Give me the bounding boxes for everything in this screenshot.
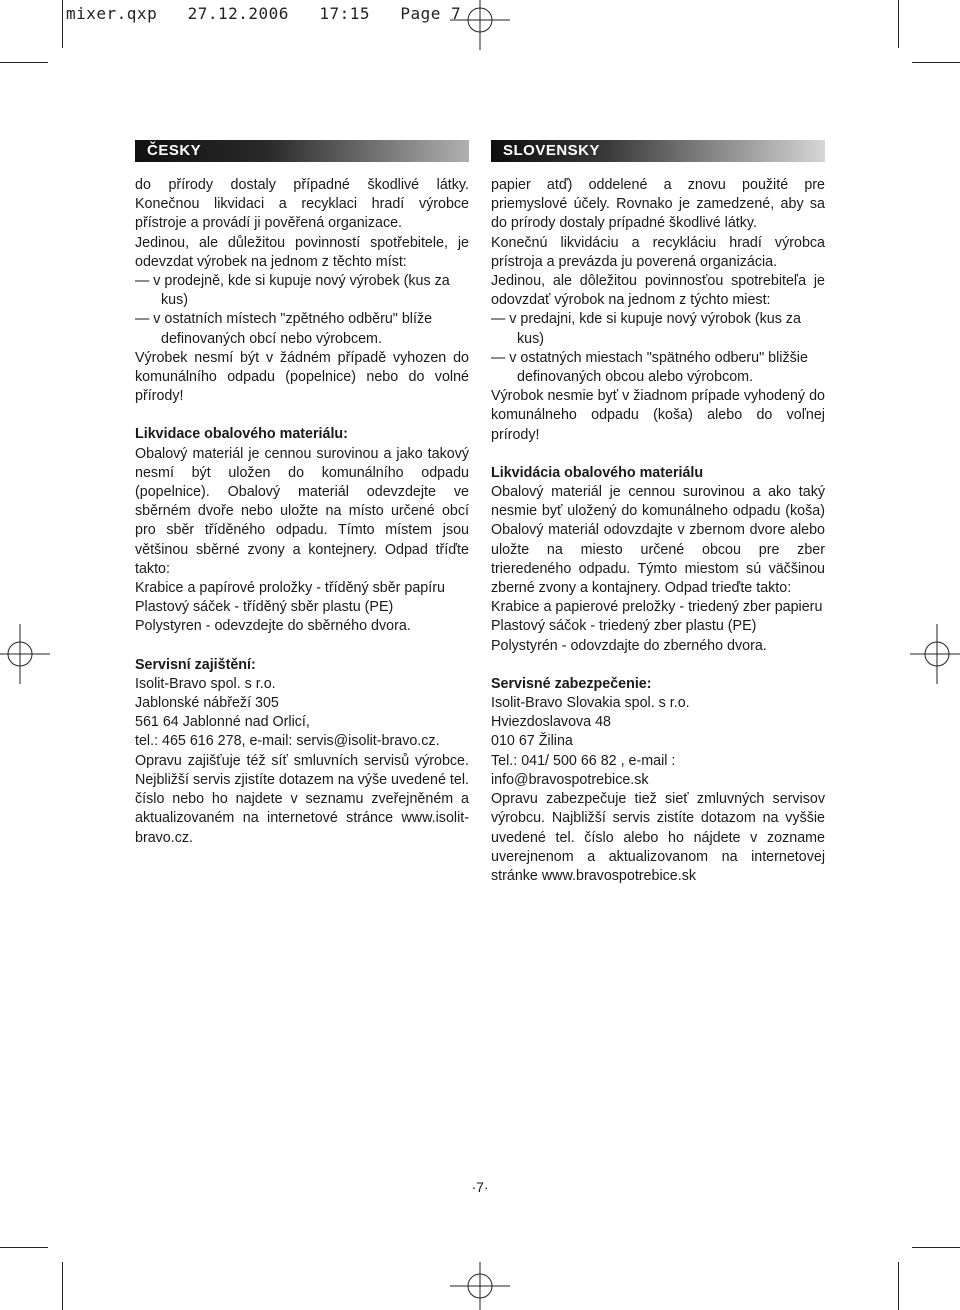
crop-mark-tl-v: [62, 0, 63, 48]
czech-column: [135, 140, 469, 848]
sk-paragraph-disposal: Konečnú likvidáciu a recykláciu hradí výrobca prístroja a prevázda ju poverená organizácia.: [491, 234, 825, 270]
sk-sort-line-polystyrene: Polystyrén - odovzdajte do zberného dvora.: [491, 637, 767, 654]
cz-dash-item-collection: — v ostatních místech "zpětného odběru" blíže definovaných obcí nebo výrobcem.: [135, 311, 433, 347]
cz-sort-line-plastic: Plastový sáček - tříděný sběr plastu (PE): [135, 599, 394, 616]
cz-heading-service: Servisní zajištění:: [135, 656, 256, 673]
cz-paragraph-disposal: do přírody dostaly případné škodlivé látky. Konečnou likvidaci a recyklaci hradí výrobce přístroje a provádí ji pověřená organizace.: [135, 177, 469, 232]
crop-mark-br-h: [912, 1247, 960, 1248]
cz-paragraph-service-network: Opravu zajišťuje též síť smluvních servisů výrobce. Nejbližší servis zjistíte dotazem na výše uvedené tel. číslo nebo ho najdete v seznamu zveřejněném a aktualizovaném na internetové stránce www.isolit-bravo.cz.: [135, 752, 469, 846]
registration-mark-top-icon: [450, 0, 510, 50]
sk-address-contact: Tel.: 041/ 500 66 82 , e-mail : info@bravospotrebice.sk: [491, 752, 676, 788]
sk-address-company: Isolit-Bravo Slovakia spol. s r.o.: [491, 695, 690, 712]
page-number: ·7·: [471, 1179, 489, 1195]
sk-heading-service: Servisné zabezpečenie:: [491, 675, 652, 692]
crop-mark-bl-h: [0, 1247, 48, 1248]
slovak-language-header: SLOVENSKY: [491, 140, 825, 162]
slovak-column: [491, 140, 825, 886]
cz-dash-item-shop: — v prodejně, kde si kupuje nový výrobek (kus za kus): [135, 273, 450, 309]
crop-mark-br-v: [898, 1262, 899, 1310]
cz-address-street: Jablonské nábřeží 305: [135, 695, 279, 712]
sk-heading-packaging: Likvidácia obalového materiálu: [491, 464, 704, 481]
sk-address-city: 010 67 Žilina: [491, 733, 573, 750]
sk-paragraph-warning: Výrobok nesmie byť v žiadnom prípade vyhodený do komunálneho odpadu (koša) alebo do voľnej prírody!: [491, 388, 825, 443]
cz-paragraph-duty: Jedinou, ale důležitou povinností spotřebitele, je odevzdat výrobek na jednom z těchto míst:: [135, 234, 469, 270]
print-slug: mixer.qxp 27.12.2006 17:15 Page 7: [66, 4, 462, 23]
cz-address-city: 561 64 Jablonné nad Orlicí,: [135, 714, 310, 731]
registration-mark-right-icon: [910, 624, 960, 684]
sk-address-street: Hviezdoslavova 48: [491, 714, 612, 731]
cz-paragraph-warning: Výrobek nesmí být v žádném případě vyhozen do komunálního odpadu (popelnice) nebo do volné přírody!: [135, 349, 469, 405]
crop-mark-tr-h: [912, 62, 960, 63]
sk-paragraph-duty: Jedinou, ale dôležitou povinnosťou spotrebiteľa je odovzdať výrobok na jednom z týchto miest:: [491, 273, 825, 309]
cz-address-company: Isolit-Bravo spol. s r.o.: [135, 675, 276, 692]
cz-paragraph-packaging: Obalový materiál je cennou surovinou a jako takový nesmí být uložen do komunálního odpadu (popelnice). Obalový materiál odevzdejte ve sběrném dvoře nebo uložte na místo určené obcí pro sběr tříděného odpadu. Tímto místem jsou většinou sběrné zvony a kontejnery. Odpad tříďte takto:: [135, 445, 469, 577]
sk-sort-line-paper: Krabice a papierové preložky - triedený zber papieru: [491, 599, 823, 616]
cz-address-contact: tel.: 465 616 278, e-mail: servis@isolit-bravo.cz.: [135, 733, 440, 750]
sk-dash-item-shop: — v predajni, kde si kupuje nový výrobok (kus za kus): [491, 311, 801, 347]
crop-mark-tr-v: [898, 0, 899, 48]
cz-heading-packaging: Likvidace obalového materiálu:: [135, 426, 348, 443]
sk-sort-line-plastic: Plastový sáčok - triedený zber plastu (PE): [491, 618, 757, 635]
sk-paragraph-separation: papier atď) oddelené a znovu použité pre priemyslové účely. Rovnako je zamedzené, aby sa do prírody dostaly prípadné škodlivé látky.: [491, 177, 825, 232]
crop-mark-tl-h: [0, 62, 48, 63]
czech-language-header: ČESKY: [135, 140, 469, 162]
sk-paragraph-service-network: Opravu zabezpečuje tiež sieť zmluvných servisov výrobcu. Najbližší servis zistíte dotazom na vyššie uvedené tel. číslo alebo ho nájdete v zozname uverejnenom a aktualizovanom na internetovej stránke www.bravospotrebice.sk: [491, 791, 825, 884]
registration-mark-left-icon: [0, 624, 50, 684]
registration-mark-bottom-icon: [450, 1262, 510, 1310]
sk-dash-item-collection: — v ostatných miestach "spätného odberu" bližšie definovaných obcou alebo výrobcom.: [491, 349, 808, 386]
sk-paragraph-packaging: Obalový materiál je cennou surovinou a ako taký nesmie byť uložený do komunálneho odpadu (koša) Obalový materiál odovzdajte v zbernom dvore alebo uložte na miesto určené obcou pre zber trieredeného odpadu. Týmto miestom sú väčšinou zberné zvony a kontajnery. Odpad trieďte takto:: [491, 484, 825, 597]
cz-sort-line-paper: Krabice a papírové proložky - tříděný sběr papíru: [135, 580, 445, 597]
crop-mark-bl-v: [62, 1262, 63, 1310]
cz-sort-line-polystyrene: Polystyren - odevzdejte do sběrného dvora.: [135, 618, 411, 635]
